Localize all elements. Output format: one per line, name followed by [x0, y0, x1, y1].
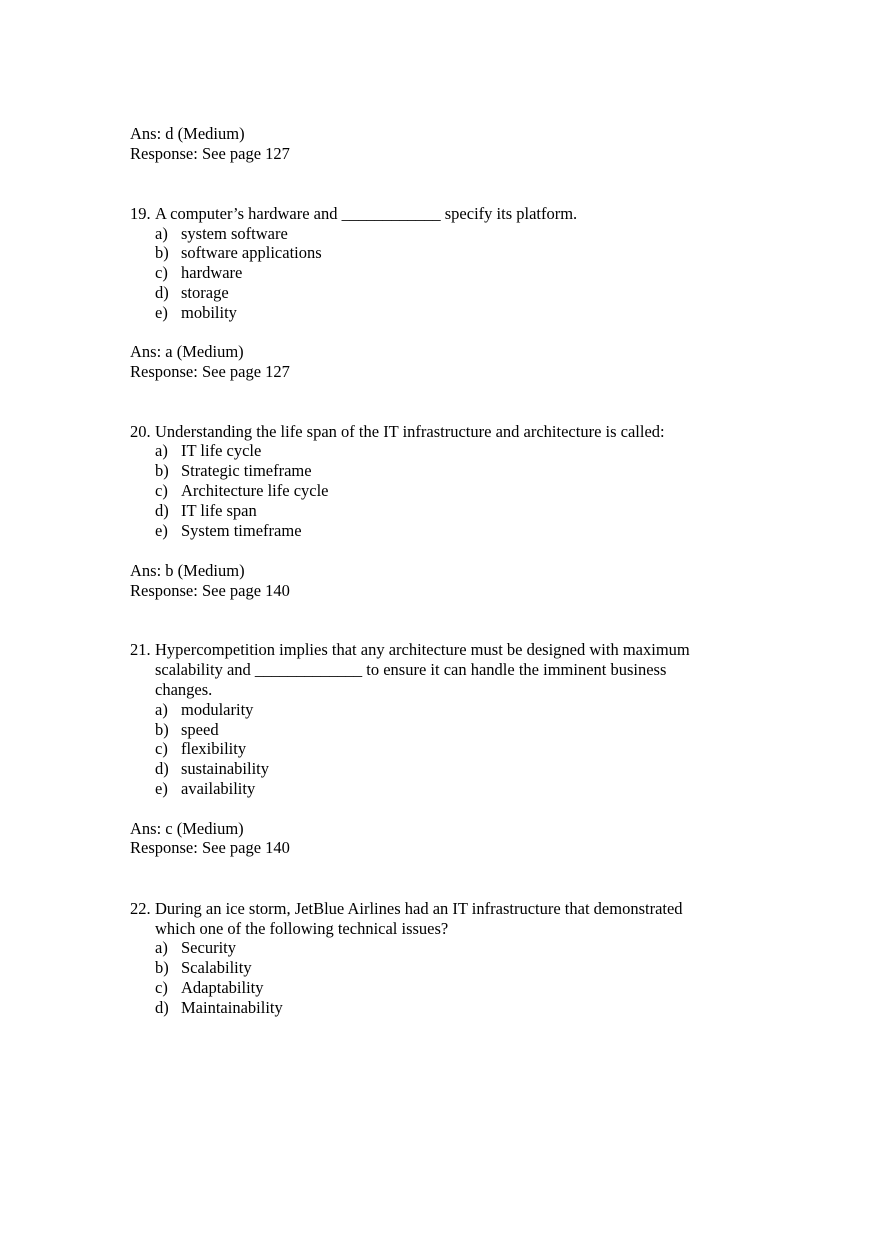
option-text: Adaptability	[181, 978, 264, 997]
option-text: System timeframe	[181, 521, 302, 540]
option-label: d)	[155, 759, 169, 778]
option-text: Maintainability	[181, 998, 283, 1017]
response-line: Response: See page 127	[130, 144, 290, 163]
option-label: a)	[155, 938, 168, 957]
option-label: d)	[155, 283, 169, 302]
question-text: which one of the following technical issues?	[155, 919, 449, 938]
option-text: storage	[181, 283, 229, 302]
option-label: e)	[155, 521, 168, 540]
option-label: e)	[155, 779, 168, 798]
answer-line: Ans: d (Medium)	[130, 124, 245, 143]
option-text: Strategic timeframe	[181, 461, 312, 480]
option-label: a)	[155, 224, 168, 243]
option-text: sustainability	[181, 759, 269, 778]
option-label: c)	[155, 978, 168, 997]
option-label: c)	[155, 739, 168, 758]
question-text: Hypercompetition implies that any architecture must be designed with maximum	[155, 640, 690, 659]
question-number: 19.	[130, 204, 151, 223]
option-text: availability	[181, 779, 256, 798]
option-text: mobility	[181, 303, 237, 322]
response-line: Response: See page 140	[130, 838, 290, 857]
question-number: 20.	[130, 422, 151, 441]
option-label: d)	[155, 501, 169, 520]
answer-line: Ans: b (Medium)	[130, 561, 245, 580]
question-number: 21.	[130, 640, 151, 659]
option-label: e)	[155, 303, 168, 322]
option-label: b)	[155, 958, 169, 977]
option-label: b)	[155, 461, 169, 480]
option-label: b)	[155, 720, 169, 739]
question-number: 22.	[130, 899, 151, 918]
option-label: a)	[155, 441, 168, 460]
option-text: Scalability	[181, 958, 252, 977]
option-text: Security	[181, 938, 236, 957]
question-text: Understanding the life span of the IT infrastructure and architecture is called:	[155, 422, 665, 441]
question-text: A computer’s hardware and ____________ specify its platform.	[155, 204, 578, 223]
option-label: c)	[155, 481, 168, 500]
answer-line: Ans: a (Medium)	[130, 342, 244, 361]
option-label: d)	[155, 998, 169, 1017]
option-label: c)	[155, 263, 168, 282]
question-text: changes.	[155, 680, 213, 699]
option-label: a)	[155, 700, 168, 719]
option-label: b)	[155, 243, 169, 262]
option-text: flexibility	[181, 739, 247, 758]
option-text: IT life span	[181, 501, 257, 520]
option-text: IT life cycle	[181, 441, 262, 460]
question-text: scalability and _____________ to ensure it can handle the imminent business	[155, 660, 667, 679]
option-text: modularity	[181, 700, 254, 719]
option-text: speed	[181, 720, 219, 739]
response-line: Response: See page 127	[130, 362, 290, 381]
option-text: system software	[181, 224, 288, 243]
answer-line: Ans: c (Medium)	[130, 819, 244, 838]
option-text: hardware	[181, 263, 243, 282]
option-text: software applications	[181, 243, 322, 262]
option-text: Architecture life cycle	[181, 481, 329, 500]
question-text: During an ice storm, JetBlue Airlines had an IT infrastructure that demonstrated	[155, 899, 683, 918]
response-line: Response: See page 140	[130, 581, 290, 600]
